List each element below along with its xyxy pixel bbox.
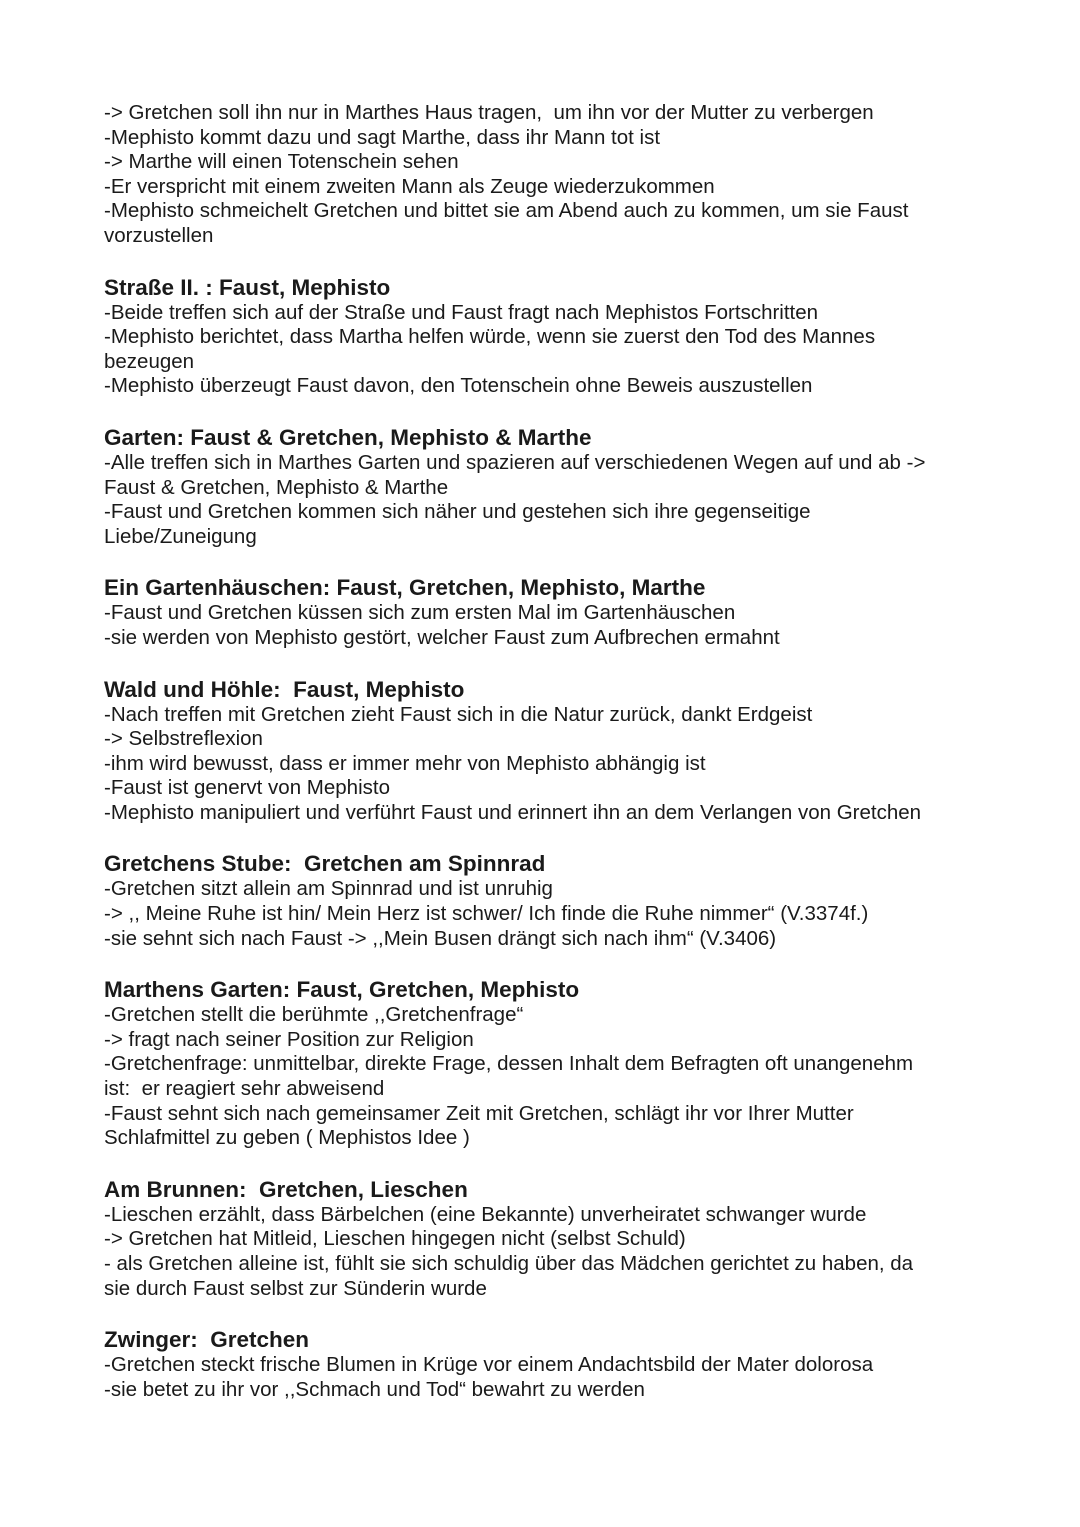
- text-line: -> ,, Meine Ruhe ist hin/ Mein Herz ist schwer/ Ich finde die Ruhe nimmer“ (V.3374f.): [104, 902, 869, 926]
- text-line: -> Selbstreflexion: [104, 727, 263, 751]
- text-line: Faust & Gretchen, Mephisto & Marthe: [104, 475, 449, 499]
- intro-block: [104, 101, 1004, 249]
- text-line: -Mephisto kommt dazu und sagt Marthe, dass ihr Mann tot ist: [104, 125, 661, 149]
- section-wald-und-hoehle: [104, 677, 1004, 826]
- text-line: -Faust ist genervt von Mephisto: [104, 776, 390, 800]
- text-line: -Alle treffen sich in Marthes Garten und spazieren auf verschiedenen Wegen auf und ab ->: [104, 450, 926, 474]
- section-heading: Garten: Faust & Gretchen, Mephisto & Marthe: [104, 424, 592, 450]
- text-line: -sie sehnt sich nach Faust -> ,,Mein Busen drängt sich nach ihm“ (V.3406): [104, 926, 777, 950]
- section-heading: Marthens Garten: Faust, Gretchen, Mephisto: [104, 977, 580, 1003]
- text-line: -Faust und Gretchen küssen sich zum ersten Mal im Gartenhäuschen: [104, 601, 736, 625]
- text-line: Schlafmittel zu geben ( Mephistos Idee ): [104, 1126, 470, 1150]
- section-strasse-ii: [104, 275, 1004, 399]
- text-line: -Nach treffen mit Gretchen zieht Faust sich in die Natur zurück, dankt Erdgeist: [104, 702, 813, 726]
- text-line: -Faust und Gretchen kommen sich näher und gestehen sich ihre gegenseitige: [104, 500, 811, 524]
- section-gretchens-stube: [104, 851, 1004, 951]
- text-line: -sie werden von Mephisto gestört, welcher Faust zum Aufbrechen ermahnt: [104, 625, 780, 649]
- text-line: -Gretchen sitzt allein am Spinnrad und ist unruhig: [104, 877, 553, 901]
- text-line: -Gretchen stellt die berühmte ,,Gretchenfrage“: [104, 1003, 524, 1027]
- text-line: Liebe/Zuneigung: [104, 524, 257, 548]
- document-page: [104, 101, 1004, 1402]
- text-line: ist: er reagiert sehr abweisend: [104, 1077, 385, 1101]
- text-line: -> Marthe will einen Totenschein sehen: [104, 150, 459, 174]
- text-line: -Mephisto überzeugt Faust davon, den Totenschein ohne Beweis auszustellen: [104, 374, 813, 398]
- text-line: -Gretchen steckt frische Blumen in Krüge vor einem Andachtsbild der Mater dolorosa: [104, 1353, 874, 1377]
- text-line: -> Gretchen hat Mitleid, Lieschen hingegen nicht (selbst Schuld): [104, 1227, 686, 1251]
- section-gartenhaeuschen: [104, 575, 1004, 650]
- text-line: -Mephisto manipuliert und verführt Faust und erinnert ihn an dem Verlangen von Gretchen: [104, 800, 922, 824]
- text-line: -Mephisto berichtet, dass Martha helfen würde, wenn sie zuerst den Tod des Mannes: [104, 325, 876, 349]
- section-heading: Zwinger: Gretchen: [104, 1327, 310, 1353]
- section-heading: Ein Gartenhäuschen: Faust, Gretchen, Mephisto, Marthe: [104, 575, 706, 601]
- text-line: -Er verspricht mit einem zweiten Mann als Zeuge wiederzukommen: [104, 174, 715, 198]
- text-line: -Beide treffen sich auf der Straße und Faust fragt nach Mephistos Fortschritten: [104, 300, 819, 324]
- text-line: bezeugen: [104, 349, 195, 373]
- text-line: vorzustellen: [104, 223, 214, 247]
- section-am-brunnen: [104, 1177, 1004, 1301]
- text-line: sie durch Faust selbst zur Sünderin wurde: [104, 1276, 487, 1300]
- section-heading: Wald und Höhle: Faust, Mephisto: [104, 676, 465, 702]
- text-line: -Gretchenfrage: unmittelbar, direkte Frage, dessen Inhalt dem Befragten oft unangenehm: [104, 1052, 914, 1076]
- text-line: -Mephisto schmeichelt Gretchen und bittet sie am Abend auch zu kommen, um sie Faust: [104, 199, 909, 223]
- section-garten: [104, 425, 1004, 549]
- text-line: -Faust sehnt sich nach gemeinsamer Zeit mit Gretchen, schlägt ihr vor Ihrer Mutter: [104, 1101, 854, 1125]
- text-line: -sie betet zu ihr vor ,,Schmach und Tod“ bewahrt zu werden: [104, 1377, 645, 1401]
- text-line: -> fragt nach seiner Position zur Religion: [104, 1027, 474, 1051]
- section-marthens-garten: [104, 977, 1004, 1151]
- text-line: -Lieschen erzählt, dass Bärbelchen (eine Bekannte) unverheiratet schwanger wurde: [104, 1202, 867, 1226]
- section-heading: Gretchens Stube: Gretchen am Spinnrad: [104, 851, 546, 877]
- text-line: - als Gretchen alleine ist, fühlt sie sich schuldig über das Mädchen gerichtet zu haben, da: [104, 1252, 914, 1275]
- section-heading: Straße II. : Faust, Mephisto: [104, 274, 391, 300]
- section-zwinger: [104, 1327, 1004, 1402]
- section-heading: Am Brunnen: Gretchen, Lieschen: [104, 1176, 468, 1202]
- text-line: -ihm wird bewusst, dass er immer mehr von Mephisto abhängig ist: [104, 751, 706, 775]
- text-line: -> Gretchen soll ihn nur in Marthes Haus tragen, um ihn vor der Mutter zu verbergen: [104, 101, 874, 124]
